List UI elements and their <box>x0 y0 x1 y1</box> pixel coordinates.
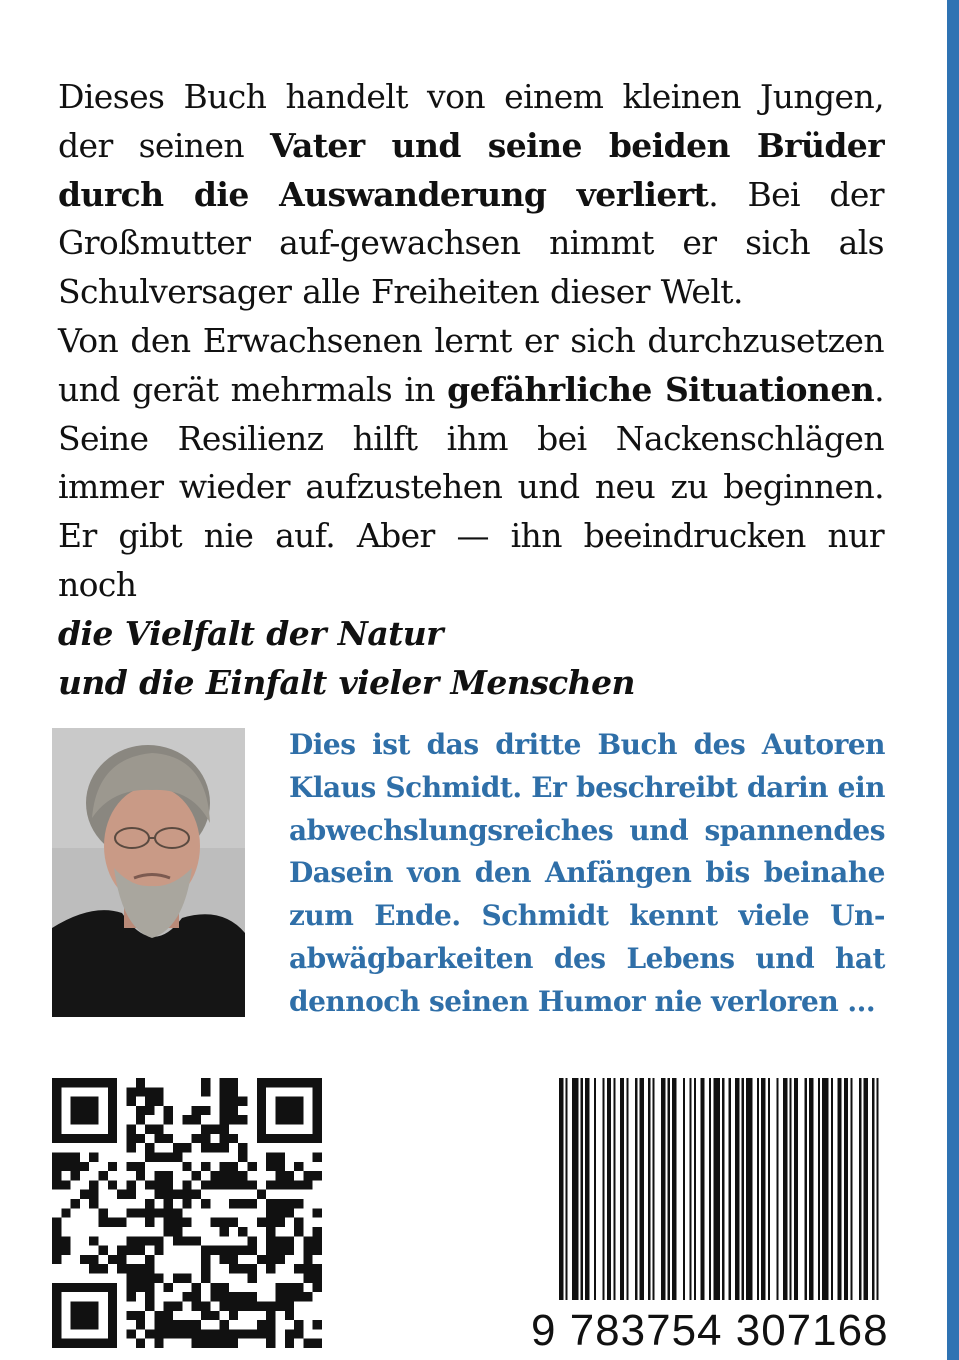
author-photo <box>52 728 245 1017</box>
book-blurb <box>58 73 884 707</box>
isbn-number: 9 783754 307168 <box>531 1306 889 1355</box>
blurb-bold-phrase-2: gefährliche Situationen <box>447 369 875 409</box>
blurb-paragraph-2: Von den Erwachsenen lernt er sich durchzusetzen und gerät mehrmals in gefährliche Situationen. Seine Resilienz hilft ihm bei Nackenschlägen immer wieder aufzustehen und neu zu beginnen. Er gibt nie auf. Aber — ihn beeindrucken nur noch <box>58 320 884 604</box>
blurb-italic-line-2: und die Einfalt vieler Menschen <box>58 662 635 702</box>
author-description: Dies ist das dritte Buch des Autoren Klaus Schmidt. Er beschreibt darin ein abwechslungsreiches und spannendes Dasein von den Anfängen bis beinahe zum Ende. Schmidt kennt viele Un-abwägbarkeiten des Lebens und hat dennoch seinen Humor nie verloren ... <box>289 728 885 1018</box>
qr-code <box>52 1078 322 1348</box>
spine-stripe <box>947 0 959 1360</box>
blurb-italic-line-1: die Vielfalt der Natur <box>58 613 443 653</box>
blurb-paragraph-1: Dieses Buch handelt von einem kleinen Jungen, der seinen Vater und seine beiden Brüder durch die Auswanderung verliert. Bei der Großmutter auf-gewachsen nimmt er sich als Schulversager alle Freiheiten dieser Welt. <box>58 77 884 312</box>
blurb-bold-phrase-1: Vater und seine beiden Brüder durch die Auswanderung verliert <box>58 125 884 214</box>
